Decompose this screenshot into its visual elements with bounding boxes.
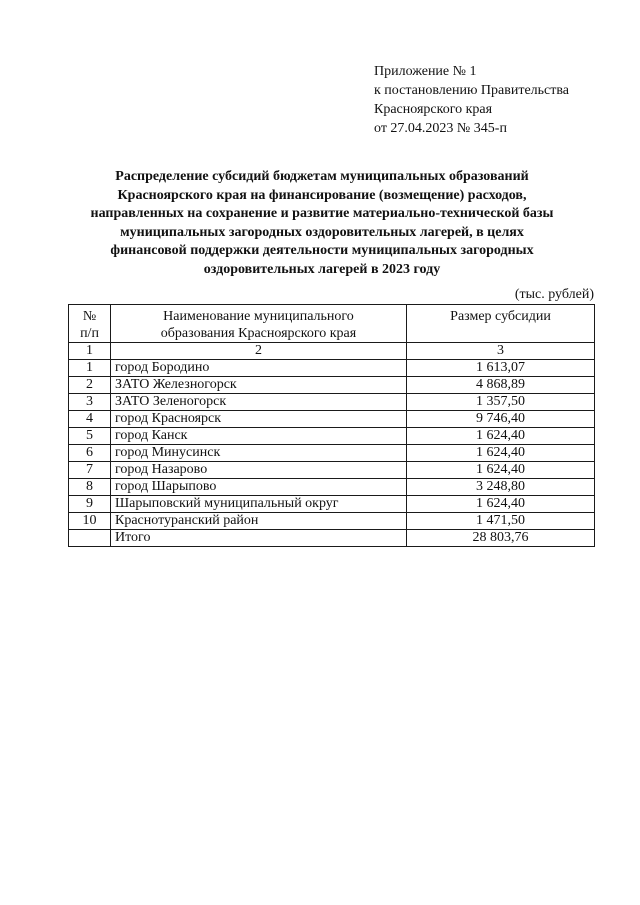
row-amount: 1 624,40 [407,462,595,479]
row-amount: 1 357,50 [407,394,595,411]
title-line: муниципальных загородных оздоровительных лагерей, в целях [120,224,524,240]
header-municipality-line2: образования Красноярского края [160,326,357,341]
row-municipality: ЗАТО Железногорск [111,377,407,394]
header-number-line1: № [82,309,97,324]
row-municipality: город Назарово [111,462,407,479]
table-row [69,445,595,462]
header-amount: Размер субсидии [407,305,595,343]
row-municipality: город Шарыпово [111,479,407,496]
total-label: Итого [111,530,407,547]
header-municipality-line1: Наименование муниципального [163,309,354,324]
row-number: 1 [69,360,111,377]
title-line: финансовой поддержки деятельности муниципальных загородных [110,243,534,258]
table-row [69,377,595,394]
header-number-line2: п/п [80,326,99,341]
title-line: Красноярского края на финансирование (возмещение) расходов, [117,187,527,203]
row-number: 8 [69,479,111,496]
total-amount: 28 803,76 [407,530,595,547]
row-number: 9 [69,496,111,513]
column-number: 1 [69,343,111,360]
total-number [69,530,111,547]
total-row [69,530,595,547]
appendix-reference: к постановлению Правительства [374,83,570,98]
table-row [69,462,595,479]
title-line: направленных на сохранение и развитие материально-технической базы [90,206,554,221]
row-number: 10 [69,513,111,530]
row-municipality: город Канск [111,428,407,445]
header-number [69,305,111,343]
column-number: 3 [407,343,595,360]
row-amount: 1 613,07 [407,360,595,377]
row-number: 7 [69,462,111,479]
row-municipality: Краснотуранский район [111,513,407,530]
table-row [69,513,595,530]
row-amount: 1 624,40 [407,445,595,462]
title-line: Распределение субсидий бюджетам муниципальных образований [115,169,529,184]
table-row [69,428,595,445]
row-number: 2 [69,377,111,394]
appendix-date: от 27.04.2023 № 345-п [374,121,507,136]
row-municipality: Шарыповский муниципальный округ [111,496,407,513]
table-row [69,394,595,411]
table-row [69,496,595,513]
row-municipality: город Бородино [111,360,407,377]
row-number: 4 [69,411,111,428]
column-number: 2 [111,343,407,360]
appendix-number: Приложение № 1 [374,64,477,79]
subsidies-table [68,304,595,547]
row-number: 6 [69,445,111,462]
table-row [69,360,595,377]
appendix-header [374,62,569,138]
table-header-row [69,305,595,343]
row-number: 3 [69,394,111,411]
units-label: (тыс. рублей) [514,287,594,302]
header-municipality [111,305,407,343]
row-amount: 1 471,50 [407,513,595,530]
row-amount: 3 248,80 [407,479,595,496]
row-amount: 1 624,40 [407,428,595,445]
row-municipality: ЗАТО Зеленогорск [111,394,407,411]
row-amount: 4 868,89 [407,377,595,394]
row-amount: 9 746,40 [407,411,595,428]
column-numbers-row [69,343,595,360]
row-municipality: город Красноярск [111,411,407,428]
table-row [69,411,595,428]
row-number: 5 [69,428,111,445]
table-row [69,479,595,496]
row-amount: 1 624,40 [407,496,595,513]
appendix-region: Красноярского края [374,102,493,117]
title-line: оздоровительных лагерей в 2023 году [203,261,441,277]
document-title [60,168,584,279]
row-municipality: город Минусинск [111,445,407,462]
